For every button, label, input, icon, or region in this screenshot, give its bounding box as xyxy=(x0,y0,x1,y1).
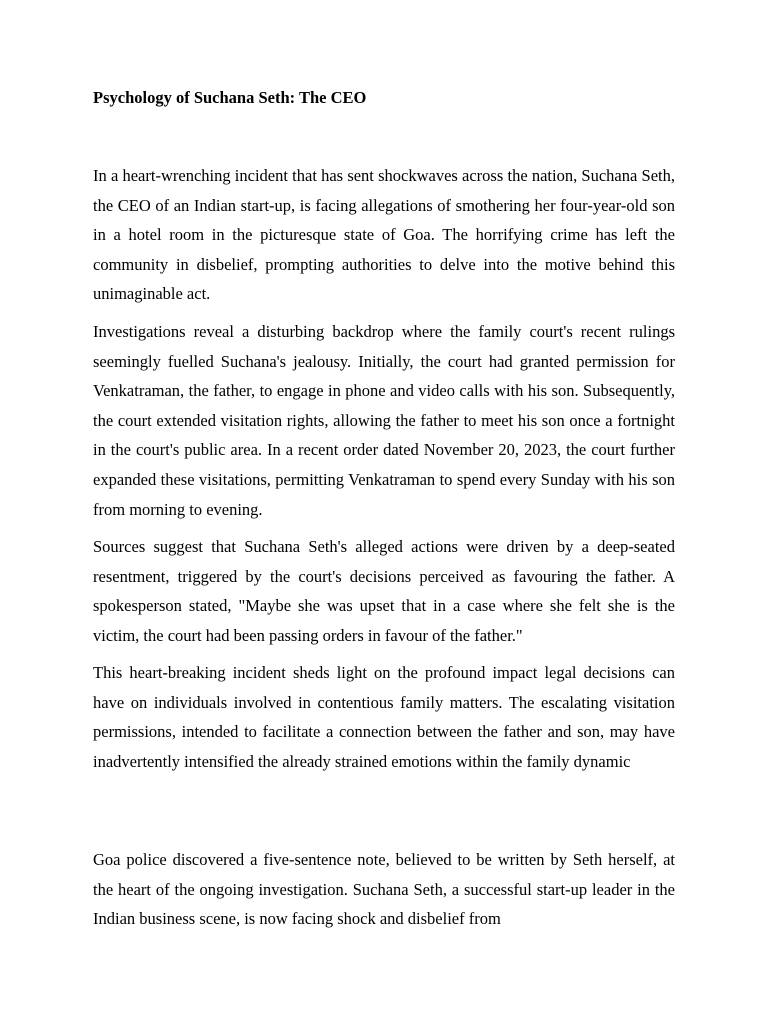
document-title: Psychology of Suchana Seth: The CEO xyxy=(93,88,367,107)
paragraph-sources: Sources suggest that Suchana Seth's alleged actions were driven by a deep-seated resentment, triggered by the court's decisions perceived as favouring the father. A spokesperson stated, "Maybe she was upset that in a case where she felt she is the victim, the court had been passing orders in favour of the father." xyxy=(93,537,675,645)
paragraph-goa-police: Goa police discovered a five-sentence note, believed to be written by Seth herself, at the heart of the ongoing investigation. Suchana Seth, a successful start-up leader in the Indian business scene, is now facing shock and disbelief from xyxy=(93,850,675,929)
paragraph-investigations: Investigations reveal a disturbing backdrop where the family court's recent rulings seemingly fuelled Suchana's jealousy. Initially, the court had granted permission for Venkatraman, the father, to engage in phone and video calls with his son. Subsequently, the court extended visitation rights, allowing the father to meet his son once a fortnight in the court's public area. In a recent order dated November 20, 2023, the court further expanded these visitations, permitting Venkatraman to spend every Sunday with his son from morning to evening. xyxy=(93,322,675,519)
paragraph-impact: This heart-breaking incident sheds light on the profound impact legal decisions can have on individuals involved in contentious family matters. The escalating visitation permissions, intended to facilitate a connection between the father and son, may have inadvertently intensified the already strained emotions within the family dynamic xyxy=(93,663,675,771)
paragraph-incident: In a heart-wrenching incident that has sent shockwaves across the nation, Suchana Seth, the CEO of an Indian start-up, is facing allegations of smothering her four-year-old son in a hotel room in the picturesque state of Goa. The horrifying crime has left the community in disbelief, prompting authorities to delve into the motive behind this unimaginable act. xyxy=(93,166,675,304)
